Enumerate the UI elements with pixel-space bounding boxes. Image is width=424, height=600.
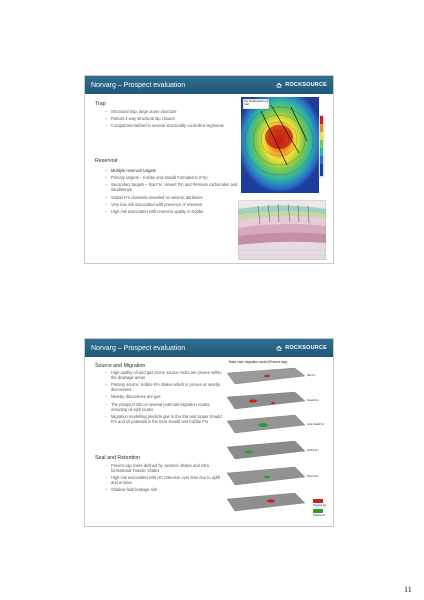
layer-label-intra-snadd: Intra Snadd Fm [307,423,325,426]
list-item: – Primary source: Kobbe Fm shales which is proven at nearby discoveries [105,382,223,392]
model-title: Base case migration model (Present day) [229,360,288,364]
list-item: – High risk associated with HC retention over time due to uplift and erosion [105,475,223,485]
slide-title: Norvarg – Prospect evaluation [91,344,186,352]
layer-label-sto: Stø Fm [307,374,316,377]
rocksource-logo [275,344,327,352]
slide-trap-reservoir [84,75,334,264]
list-item: – Shallow fault leakage risk [105,487,223,492]
list-item: – Robust 4-way structural dip closure [105,116,225,121]
rocksource-logo-icon [275,81,283,89]
list-item: – Compartmentalized in several structurally controlled segments [105,123,225,128]
seal-bullets [105,463,223,495]
slide-header [85,339,333,357]
rocksource-logo [275,81,327,89]
seismic-section-figure [238,200,326,260]
list-item: – Multiple reservoir targets [105,168,245,173]
legend-trapped-oil: Trapped oil [313,514,325,517]
slide-title: Norvarg – Prospect evaluation [91,81,186,89]
list-item: – Migration modelling predicts gas in the Stø and Upper Snadd Fm and oil potential in the Intra Snadd and Kobbe Fm [105,414,223,424]
list-item: – High quality oil and gas prone source rocks are proven within the drainage areas [105,370,223,380]
legend-trapped-gas: Trapped gas [313,504,327,507]
trap-heading: Trap [95,101,106,107]
layer-label-snadd: Snadd Fm [307,399,319,402]
source-heading: Source and Migration [95,363,146,369]
list-item: – Nearby discoveries are gas [105,394,223,399]
migration-model-figure [223,359,329,525]
map-label: Top Snadd depth (m) map [244,100,269,106]
list-item: – The prospect sits on several potential migration routes, including oil spill routes [105,402,223,412]
logo-text: ROCKSOURCE [285,82,327,88]
list-item: – Primary targets – Kobbe and Snadd Formations (Fm) [105,175,245,180]
list-item: – Secondary targets – Stø Fm, Havert Fm and Permian carbonates and sandstones [105,182,245,192]
list-item: – Structural trap, large dome structure [105,109,225,114]
trap-bullets [105,109,225,131]
page-number: 11 [404,585,412,594]
rocksource-logo-icon [275,344,283,352]
list-item: – Proven cap rocks defined by Jurassic shales and intra formational Triassic shales [105,463,223,473]
list-item: – Very low risk associated with presence of reservoir [105,202,245,207]
depth-map-figure [241,97,325,193]
slide-source-seal [84,338,334,527]
list-item: – High risk associated with reservoir quality in Kobbe [105,209,245,214]
layer-label-kobbe: Kobbe Fm [307,449,319,452]
list-item: – Snadd Fm channels revealed on seismic attributes [105,195,245,200]
layer-label-havert: Havert Fm [307,475,319,478]
seal-heading: Seal and Retention [95,455,141,461]
slide-header [85,76,333,94]
reservoir-heading: Reservoir [95,158,118,164]
reservoir-bullets [105,168,245,216]
source-bullets [105,370,223,426]
logo-text: ROCKSOURCE [285,345,327,351]
